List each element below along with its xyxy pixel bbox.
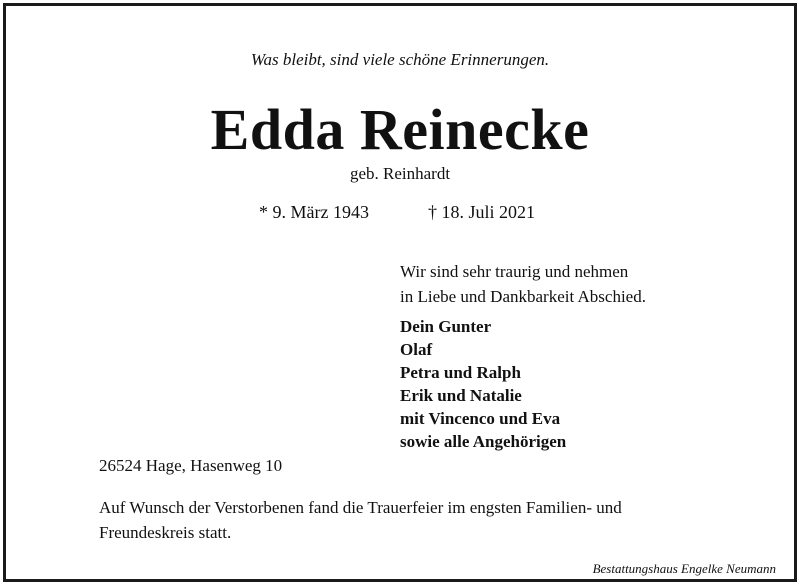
deceased-name: Edda Reinecke <box>210 97 590 162</box>
undertaker-credit: Bestattungshaus Engelke Neumann <box>587 561 782 577</box>
grief-message <box>400 259 646 309</box>
mourner-entry: Erik und Natalie <box>400 386 522 405</box>
mourner-entry: mit Vincenco und Eva <box>400 409 561 428</box>
mourners-list <box>400 315 566 453</box>
family-address: 26524 Hage, Hasenweg 10 <box>99 456 283 475</box>
mourner-entry: Olaf <box>400 340 433 359</box>
mourner-entry: Dein Gunter <box>400 317 492 336</box>
funeral-notice: Auf Wunsch der Verstorbenen fand die Trauerfeier im engsten Familien- und Freundeskreis statt. <box>99 498 622 542</box>
grief-line: Wir sind sehr traurig und nehmen <box>400 262 629 281</box>
maiden-name: geb. Reinhardt <box>349 164 451 183</box>
death-date: † 18. Juli 2021 <box>428 202 536 222</box>
grief-line: in Liebe und Dankbarkeit Abschied. <box>400 287 646 306</box>
mourner-entry: Petra und Ralph <box>400 363 521 382</box>
birth-date: * 9. März 1943 <box>259 202 369 222</box>
motto-quote: Was bleibt, sind viele schöne Erinnerungen. <box>250 50 550 69</box>
mourner-entry: sowie alle Angehörigen <box>400 432 567 451</box>
